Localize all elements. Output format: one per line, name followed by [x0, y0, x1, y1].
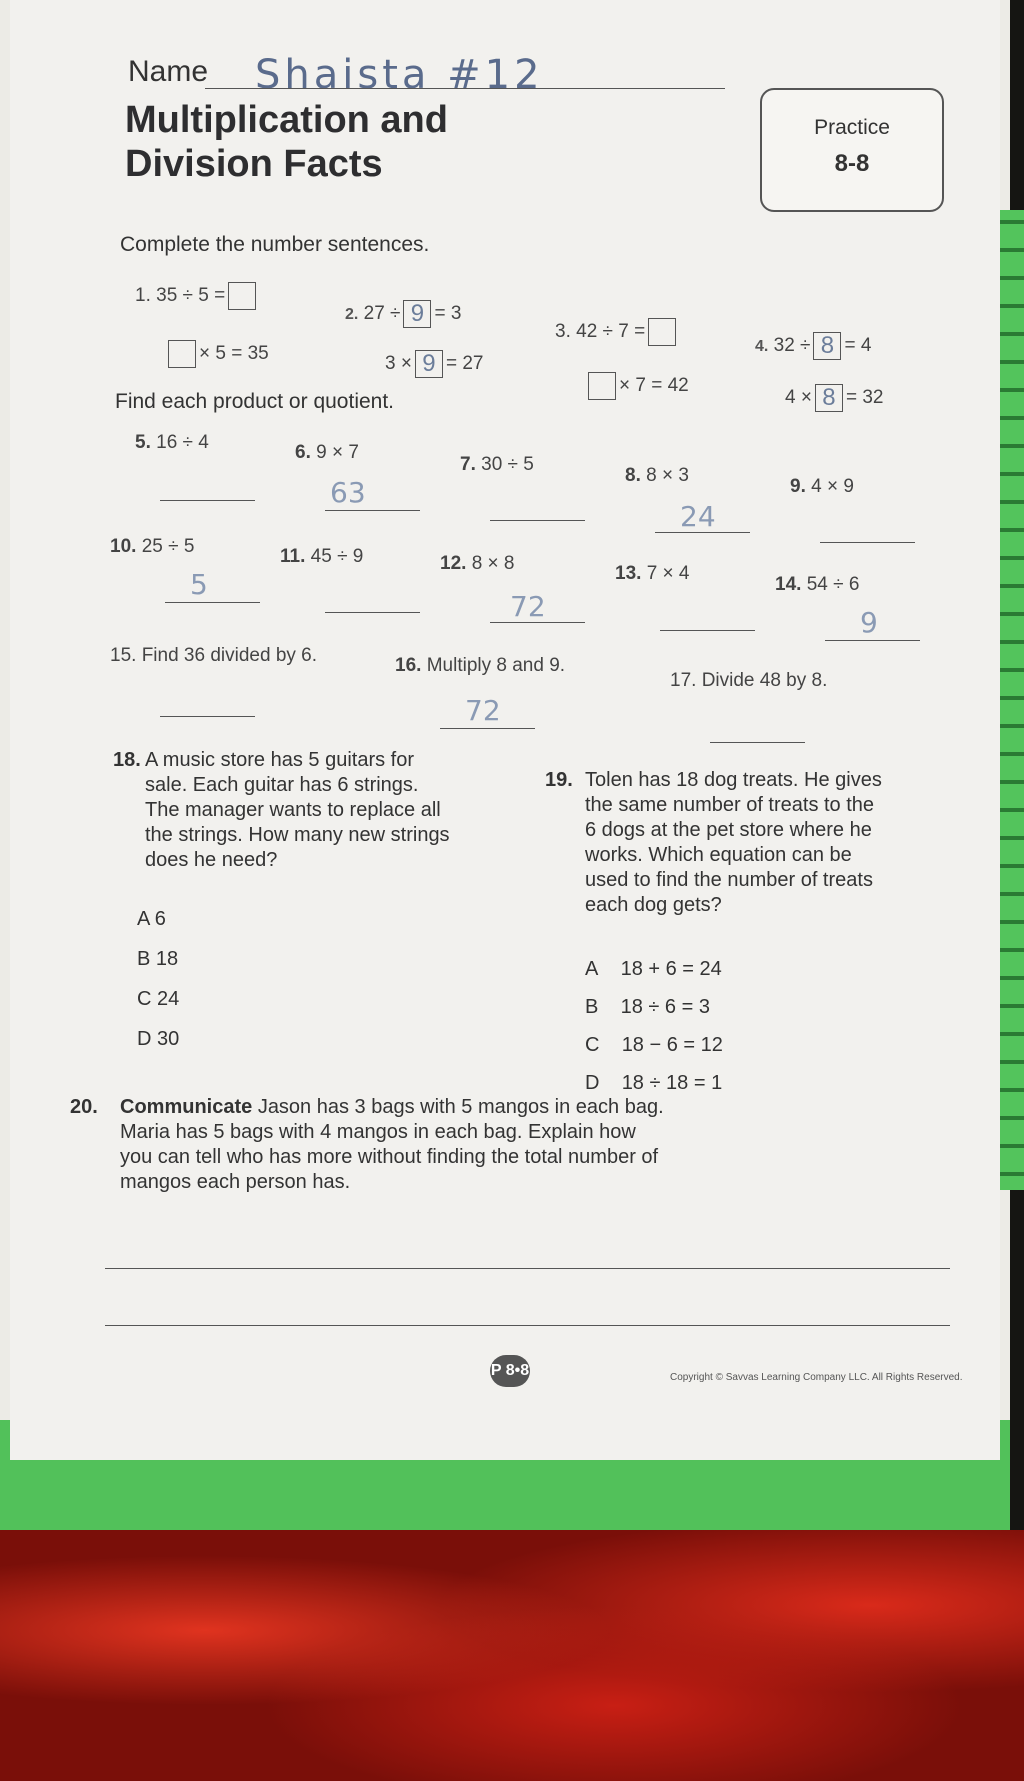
problem-expr: 8 × 8: [471, 553, 515, 574]
choice-letter: B: [585, 996, 599, 1018]
problem-2a: [345, 300, 461, 328]
answer-blank[interactable]: [490, 520, 585, 521]
text-line: The manager wants to replace all: [145, 799, 441, 821]
answer-blank[interactable]: [655, 532, 750, 533]
red-fabric-background: [0, 1530, 1024, 1781]
text-line: sale. Each guitar has 6 strings.: [145, 774, 419, 796]
choice-equation: 18 ÷ 6 = 3: [620, 996, 710, 1018]
name-label: Name: [128, 55, 209, 88]
answer-blank[interactable]: [325, 612, 420, 613]
question-20-text: [120, 1095, 920, 1195]
problem-2b-right: = 27: [445, 353, 484, 375]
answer-blank[interactable]: [160, 500, 255, 501]
section2-instruction: Find each product or quotient.: [115, 390, 395, 413]
problem-2-number: 2.: [345, 306, 359, 324]
problem-5: [135, 432, 209, 454]
communicate-label: Communicate: [120, 1096, 253, 1118]
problem-2b-left: 3 ×: [385, 353, 412, 375]
copyright-notice: Copyright © Savvas Learning Company LLC. All Rights Reserved.: [670, 1372, 963, 1383]
name-line: [205, 88, 725, 89]
problem-2a-left: 27 ÷: [363, 303, 401, 325]
answer-box[interactable]: [588, 372, 616, 400]
text-line: the strings. How many new strings: [145, 824, 450, 846]
spiral-binding: [1000, 210, 1024, 1190]
text-line: 6 dogs at the pet store where he: [585, 819, 872, 841]
answer-blank[interactable]: [490, 622, 585, 623]
problem-9: [790, 476, 854, 498]
problem-expr: 30 ÷ 5: [481, 454, 534, 475]
section1-instruction: Complete the number sentences.: [120, 233, 430, 256]
answer-blank[interactable]: [440, 728, 535, 729]
problem-label: 10.: [110, 536, 137, 557]
choice-letter: D: [585, 1072, 600, 1094]
problem-expr: 9 × 7: [316, 442, 359, 463]
problem-label: 9.: [790, 476, 806, 497]
problem-2a-right: = 3: [434, 303, 462, 325]
choice-equation: 18 − 6 = 12: [621, 1034, 723, 1056]
problem-label: 6.: [295, 442, 311, 463]
problem-4b-left: 4 ×: [785, 387, 812, 409]
question-19-text: [585, 768, 965, 918]
problem-4-number: 4.: [755, 338, 769, 356]
answer-blank[interactable]: [820, 542, 915, 543]
practice-number: 8-8: [834, 150, 870, 177]
page-code-badge: P 8•8: [490, 1355, 530, 1387]
question-18-number: 18.: [113, 749, 141, 771]
problem-3b: [585, 372, 689, 400]
answer-box[interactable]: 9: [415, 350, 443, 378]
problem-label: 7.: [460, 454, 476, 475]
question-20-number: 20.: [70, 1096, 98, 1118]
answer-box[interactable]: [648, 318, 676, 346]
problem-15: 15. Find 36 divided by 6.: [110, 645, 318, 666]
answer-blank[interactable]: [325, 510, 420, 511]
text-line: A music store has 5 guitars for: [145, 749, 415, 771]
problem-expr: 45 ÷ 9: [310, 546, 364, 567]
problem-label: 16.: [395, 655, 422, 676]
answer-blank[interactable]: [660, 630, 755, 631]
problem-7: [460, 454, 534, 476]
problem-expr: 8 × 3: [646, 465, 689, 486]
problem-14: [775, 574, 859, 596]
practice-label: Practice: [814, 116, 890, 139]
problem-label: 12.: [440, 553, 467, 574]
choice-letter: C: [585, 1034, 600, 1056]
answer-box[interactable]: 8: [815, 384, 843, 412]
problem-label: 8.: [625, 465, 641, 486]
problem-expr: 54 ÷ 6: [806, 574, 860, 595]
text-line: mangos each person has.: [120, 1171, 351, 1193]
handwritten-answer: 63: [330, 476, 366, 509]
answer-line[interactable]: [105, 1268, 950, 1269]
problem-expr: 7 × 4: [646, 563, 690, 584]
question-19-number: 19.: [545, 769, 573, 791]
answer-box[interactable]: [168, 340, 196, 368]
practice-badge: [760, 88, 944, 212]
answer-blank[interactable]: [710, 742, 805, 743]
problem-expr: 25 ÷ 5: [141, 536, 195, 557]
problem-4b-right: = 32: [845, 387, 884, 409]
problem-1b: [165, 340, 269, 368]
problem-12: [440, 553, 515, 575]
text-segment: Jason has 3 bags with 5 mangos in each bag.: [257, 1096, 664, 1118]
choice-c[interactable]: [585, 1034, 723, 1057]
problem-17: 17. Divide 48 by 8.: [670, 670, 828, 691]
text-line: each dog gets?: [585, 894, 722, 916]
choice-b[interactable]: B 18: [137, 948, 179, 970]
title-line-2: Division Facts: [125, 143, 383, 185]
answer-blank[interactable]: [165, 602, 260, 603]
problem-8: [625, 465, 689, 487]
choice-b[interactable]: [585, 996, 710, 1019]
problem-3b-text: × 7 = 42: [619, 375, 689, 397]
choice-d[interactable]: D 30: [137, 1028, 180, 1050]
problem-2b: [385, 350, 483, 378]
problem-3a: [555, 318, 679, 346]
handwritten-answer: 5: [190, 568, 208, 601]
handwritten-answer: 9: [860, 606, 878, 639]
problem-6: [295, 442, 359, 464]
choice-equation: 18 ÷ 18 = 1: [621, 1072, 723, 1094]
worksheet-page: [10, 0, 1000, 1460]
problem-4b: [785, 384, 883, 412]
text-line: does he need?: [145, 849, 278, 871]
handwritten-answer: 24: [680, 500, 716, 533]
choice-a[interactable]: [585, 958, 722, 981]
problem-1b-text: × 5 = 35: [199, 343, 269, 365]
problem-label: 13.: [615, 563, 642, 584]
problem-16-text: Multiply 8 and 9.: [426, 655, 566, 676]
answer-box[interactable]: [228, 282, 256, 310]
problem-expr: 16 ÷ 4: [156, 432, 209, 453]
title-line-1: Multiplication and: [125, 99, 448, 141]
text-line: [120, 1095, 920, 1120]
problem-16: [395, 655, 565, 677]
problem-11: [280, 546, 363, 568]
problem-1a: [135, 282, 259, 310]
handwritten-answer: 72: [465, 694, 501, 727]
text-line: used to find the number of treats: [585, 869, 873, 891]
answer-blank[interactable]: [160, 716, 255, 717]
choice-a[interactable]: A 6: [137, 908, 166, 930]
text-line: works. Which equation can be: [585, 844, 852, 866]
problem-4a: [755, 332, 871, 360]
problem-4a-left: 32 ÷: [773, 335, 811, 357]
problem-expr: 4 × 9: [811, 476, 854, 497]
problem-label: 14.: [775, 574, 802, 595]
problem-label: 11.: [280, 546, 306, 567]
answer-line[interactable]: [105, 1325, 950, 1326]
choice-d[interactable]: [585, 1072, 722, 1095]
problem-4a-right: = 4: [844, 335, 872, 357]
answer-box[interactable]: 8: [813, 332, 841, 360]
answer-blank[interactable]: [825, 640, 920, 641]
handwritten-answer: 72: [510, 590, 546, 623]
problem-3a-text: 3. 42 ÷ 7 =: [555, 321, 646, 343]
choice-letter: A: [585, 958, 599, 980]
name-value: Shaista #12: [255, 52, 544, 98]
page-title: [125, 98, 448, 186]
text-line: Maria has 5 bags with 4 mangos in each bag. Explain how: [120, 1121, 636, 1143]
text-line: the same number of treats to the: [585, 794, 875, 816]
problem-10: [110, 536, 194, 558]
text-line: Tolen has 18 dog treats. He gives: [585, 769, 882, 791]
text-line: you can tell who has more without finding the total number of: [120, 1146, 659, 1168]
problem-13: [615, 563, 690, 585]
choice-c[interactable]: C 24: [137, 988, 180, 1010]
answer-box[interactable]: 9: [403, 300, 431, 328]
problem-1a-text: 1. 35 ÷ 5 =: [135, 285, 226, 307]
choice-equation: 18 + 6 = 24: [620, 958, 722, 980]
question-18-text: [145, 748, 525, 873]
problem-label: 5.: [135, 432, 151, 453]
